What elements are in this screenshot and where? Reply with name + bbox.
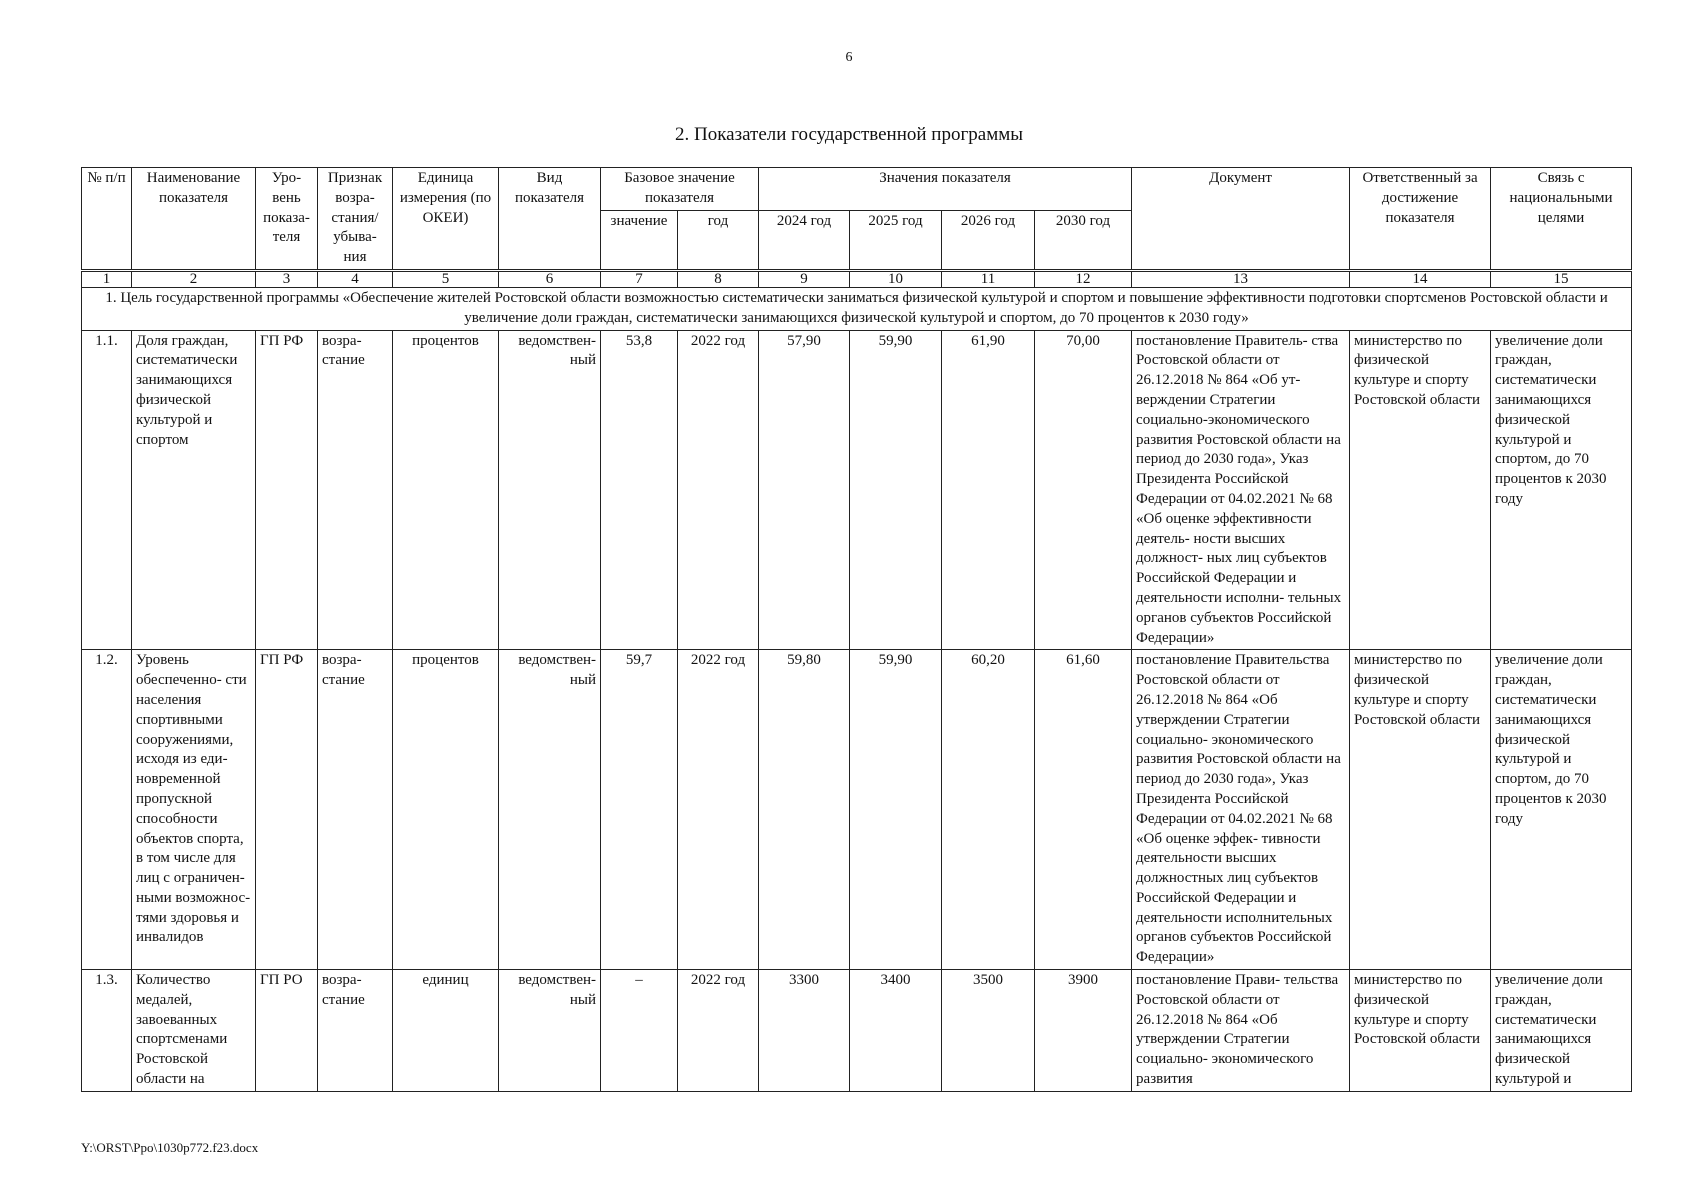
table-row xyxy=(82,970,1632,1092)
column-number: 14 xyxy=(1350,270,1491,287)
column-number: 3 xyxy=(256,270,318,287)
row-unit: единиц xyxy=(393,970,499,1092)
column-number: 8 xyxy=(678,270,759,287)
row-base-value: – xyxy=(601,970,678,1092)
header-sign: Признак возра- стания/ убыва- ния xyxy=(318,168,393,271)
row-value-2025: 59,90 xyxy=(850,650,942,970)
row-num: 1.2. xyxy=(82,650,132,970)
row-level: ГП РФ xyxy=(256,650,318,970)
row-value-2030: 3900 xyxy=(1035,970,1132,1092)
goal-row xyxy=(82,287,1632,330)
column-number: 11 xyxy=(942,270,1035,287)
row-base-year: 2022 год xyxy=(678,330,759,650)
row-link: увеличение доли граждан, систематически занимающихся физической культурой и спортом, до 70 процентов к 2030 году xyxy=(1491,330,1632,650)
header-2030: 2030 год xyxy=(1035,210,1132,270)
header-num: № п/п xyxy=(82,168,132,271)
row-value-2030: 61,60 xyxy=(1035,650,1132,970)
header-2026: 2026 год xyxy=(942,210,1035,270)
column-number: 15 xyxy=(1491,270,1632,287)
column-number: 5 xyxy=(393,270,499,287)
goal-text: 1. Цель государственной программы «Обеспечение жителей Ростовской области возможностью систематически заниматься физической культурой и спортом и повышение эффективности подготовки спортсменов Ростовской области и увеличение доли граждан, систематически занимающихся физической культурой и спортом, до 70 процентов к 2030 году» xyxy=(82,287,1632,330)
row-value-2024: 3300 xyxy=(759,970,850,1092)
table-row xyxy=(82,330,1632,650)
column-numbers-row xyxy=(82,270,1632,287)
header-2024: 2024 год xyxy=(759,210,850,270)
row-value-2026: 3500 xyxy=(942,970,1035,1092)
row-document: постановление Прави- тельства Ростовской области от 26.12.2018 № 864 «Об утверждении Стратегии социально- экономического развития xyxy=(1132,970,1350,1092)
header-type: Вид показателя xyxy=(499,168,601,271)
row-type: ведомствен- ный xyxy=(499,330,601,650)
page-number: 6 xyxy=(845,50,853,65)
row-name: Количество медалей, завоеванных спортсменами Ростовской области на xyxy=(132,970,256,1092)
indicators-table xyxy=(81,167,1632,1092)
row-unit: процентов xyxy=(393,330,499,650)
indicators-table-container xyxy=(81,167,1613,1092)
row-name: Доля граждан, систематически занимающихся физической культурой и спортом xyxy=(132,330,256,650)
row-document: постановление Правительства Ростовской области от 26.12.2018 № 864 «Об утверждении Стратегии социально- экономического развития Ростовской области на период до 2030 года», Указ Президента Российской Федерации от 04.02.2021 № 68 «Об оценке эффек- тивности деятельности высших должностных лиц субъектов Российской Федерации и деятельности исполнительных органов субъектов Российской Федерации» xyxy=(1132,650,1350,970)
header-responsible: Ответственный за достижение показателя xyxy=(1350,168,1491,271)
row-name: Уровень обеспеченно- сти населения спортивными сооружениями, исходя из еди- новременной пропускной способности объектов спорта, в том числе для лиц с ограничен- ными возможнос- тями здоровья и инвалидов xyxy=(132,650,256,970)
header-name: Наименование показателя xyxy=(132,168,256,271)
column-number: 12 xyxy=(1035,270,1132,287)
row-type: ведомствен- ный xyxy=(499,650,601,970)
row-value-2030: 70,00 xyxy=(1035,330,1132,650)
row-sign: возра- стание xyxy=(318,330,393,650)
row-unit: процентов xyxy=(393,650,499,970)
column-number: 2 xyxy=(132,270,256,287)
column-number: 4 xyxy=(318,270,393,287)
row-level: ГП РФ xyxy=(256,330,318,650)
row-num: 1.3. xyxy=(82,970,132,1092)
row-responsible: министерство по физической культуре и спорту Ростовской области xyxy=(1350,970,1491,1092)
header-unit: Единица измерения (по ОКЕИ) xyxy=(393,168,499,271)
row-base-year: 2022 год xyxy=(678,970,759,1092)
column-number: 7 xyxy=(601,270,678,287)
header-level: Уро- вень показа- теля xyxy=(256,168,318,271)
row-level: ГП РО xyxy=(256,970,318,1092)
row-base-year: 2022 год xyxy=(678,650,759,970)
row-document: постановление Правитель- ства Ростовской области от 26.12.2018 № 864 «Об ут- верждении Стратегии социально-экономического развития Ростовской области на период до 2030 года», Указ Президента Российской Федерации от 04.02.2021 № 68 «Об оценке эффективности деятель- ности высших должност- ных лиц субъектов Российской Федерации и деятельности исполни- тельных органов субъектов Российской Федерации» xyxy=(1132,330,1350,650)
header-values: Значения показателя xyxy=(759,168,1132,211)
header-base: Базовое значение показателя xyxy=(601,168,759,211)
header-base-year: год xyxy=(678,210,759,270)
row-type: ведомствен- ный xyxy=(499,970,601,1092)
row-responsible: министерство по физической культуре и спорту Ростовской области xyxy=(1350,330,1491,650)
row-sign: возра- стание xyxy=(318,650,393,970)
table-row xyxy=(82,650,1632,970)
row-link: увеличение доли граждан, систематически занимающихся физической культурой и xyxy=(1491,970,1632,1092)
header-base-value: значение xyxy=(601,210,678,270)
row-value-2024: 57,90 xyxy=(759,330,850,650)
column-number: 13 xyxy=(1132,270,1350,287)
row-link: увеличение доли граждан, систематически занимающихся физической культурой и спортом, до 70 процентов к 2030 году xyxy=(1491,650,1632,970)
header-link: Связь с национальными целями xyxy=(1491,168,1632,271)
row-sign: возра- стание xyxy=(318,970,393,1092)
row-value-2025: 59,90 xyxy=(850,330,942,650)
column-number: 1 xyxy=(82,270,132,287)
row-value-2024: 59,80 xyxy=(759,650,850,970)
page-title: 2. Показатели государственной программы xyxy=(674,124,1024,145)
column-number: 9 xyxy=(759,270,850,287)
row-value-2025: 3400 xyxy=(850,970,942,1092)
row-value-2026: 60,20 xyxy=(942,650,1035,970)
header-doc: Документ xyxy=(1132,168,1350,271)
row-num: 1.1. xyxy=(82,330,132,650)
row-base-value: 53,8 xyxy=(601,330,678,650)
column-number: 10 xyxy=(850,270,942,287)
header-2025: 2025 год xyxy=(850,210,942,270)
row-base-value: 59,7 xyxy=(601,650,678,970)
file-path-footer: Y:\ORST\Ppo\1030p772.f23.docx xyxy=(81,1140,259,1155)
column-number: 6 xyxy=(499,270,601,287)
table-header xyxy=(82,168,1632,271)
row-value-2026: 61,90 xyxy=(942,330,1035,650)
row-responsible: министерство по физической культуре и спорту Ростовской области xyxy=(1350,650,1491,970)
